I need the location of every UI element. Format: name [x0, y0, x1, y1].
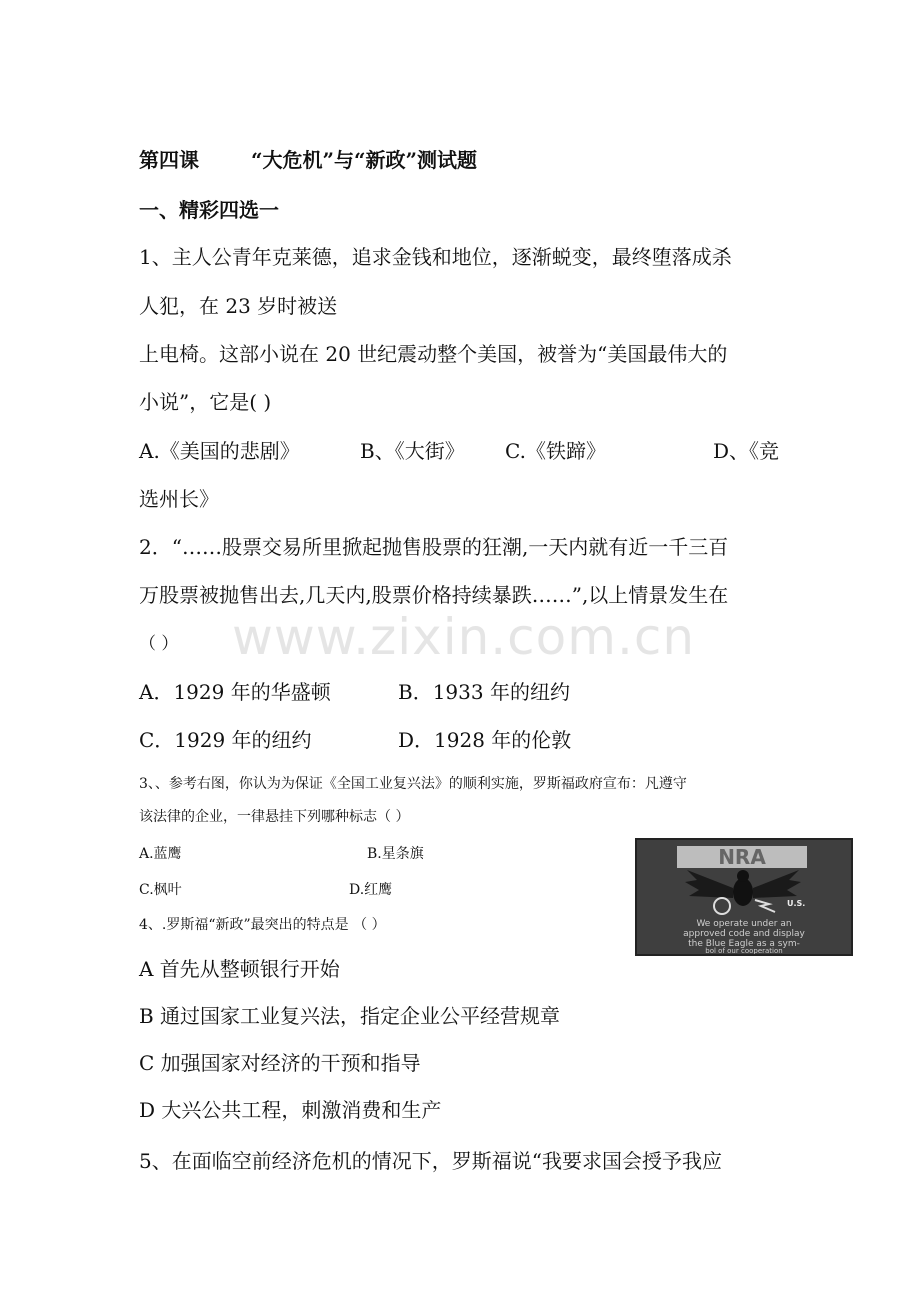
- q2-option-c: C．1929 年的纽约: [139, 728, 312, 752]
- q2-line-3: （ ）: [139, 634, 179, 654]
- q1-line-4: 小说”，它是( ): [139, 390, 272, 414]
- q3-option-c: C.枫叶: [139, 882, 182, 898]
- q4-line-1: 4、.罗斯福“新政”最突出的特点是 （ ）: [139, 917, 386, 933]
- q1-option-d: D、《竞: [713, 439, 780, 463]
- section-heading: 一、精彩四选一: [139, 198, 279, 222]
- lesson-title: [139, 148, 477, 172]
- q3-option-d: D.红鹰: [349, 882, 393, 898]
- q2-option-d: D．1928 年的伦敦: [398, 728, 572, 752]
- lesson-number: 第四课: [139, 148, 199, 172]
- nra-blue-eagle-poster: [635, 838, 853, 956]
- poster-slogan-4: bol of our cooperation: [705, 947, 783, 954]
- q1-line-1: 1、主人公青年克莱德，追求金钱和地位，逐渐蜕变，最终堕落成杀: [139, 245, 732, 269]
- q1-option-d-continued: 选州长》: [139, 487, 219, 511]
- q5-line-1: 5、在面临空前经济危机的情况下，罗斯福说“我要求国会授予我应: [139, 1149, 722, 1173]
- lesson-name: “大危机”与“新政”测试题: [251, 148, 478, 172]
- q3-line-2: 该法律的企业，一律悬挂下列哪种标志（ ）: [139, 809, 410, 825]
- poster-country: U.S.: [787, 899, 806, 908]
- poster-slogan-1: We operate under an: [696, 919, 792, 929]
- q4-option-a: A 首先从整顿银行开始: [139, 957, 340, 981]
- poster-slogan-2: approved code and display: [683, 929, 805, 939]
- q1-option-b: B、《大街》: [360, 439, 465, 463]
- q2-option-a: A．1929 年的华盛顿: [139, 680, 331, 704]
- q3-option-a: A.蓝鹰: [139, 846, 182, 862]
- poster-slogan-3: the Blue Eagle as a sym-: [688, 939, 800, 949]
- q1-line-3: 上电椅。这部小说在 20 世纪震动整个美国，被誉为“美国最伟大的: [139, 342, 728, 366]
- q4-option-c: C 加强国家对经济的干预和指导: [139, 1051, 421, 1075]
- q1-line-2: 人犯，在 23 岁时被送: [139, 294, 338, 318]
- q4-option-b: B 通过国家工业复兴法，指定企业公平经营规章: [139, 1004, 561, 1028]
- watermark: www.zixin.com.cn: [232, 608, 696, 666]
- q4-option-d: D 大兴公共工程，刺激消费和生产: [139, 1098, 442, 1122]
- q3-option-b: B.星条旗: [367, 846, 424, 862]
- q1-option-a: A.《美国的悲剧》: [139, 439, 300, 463]
- q3-line-1: 3、、参考右图，你认为为保证《全国工业复兴法》的顺利实施，罗斯福政府宣布：凡遵守: [139, 776, 687, 792]
- q2-line-1: 2．“……股票交易所里掀起抛售股票的狂潮,一天内就有近一千三百: [139, 535, 729, 559]
- poster-logo: NRA: [718, 845, 766, 869]
- q1-option-c: C.《铁蹄》: [505, 439, 606, 463]
- q2-line-2: 万股票被抛售出去,几天内,股票价格持续暴跌……”,以上情景发生在: [139, 583, 729, 607]
- nra-eagle-illustration: [637, 840, 851, 954]
- q2-option-b: B．1933 年的纽约: [398, 680, 570, 704]
